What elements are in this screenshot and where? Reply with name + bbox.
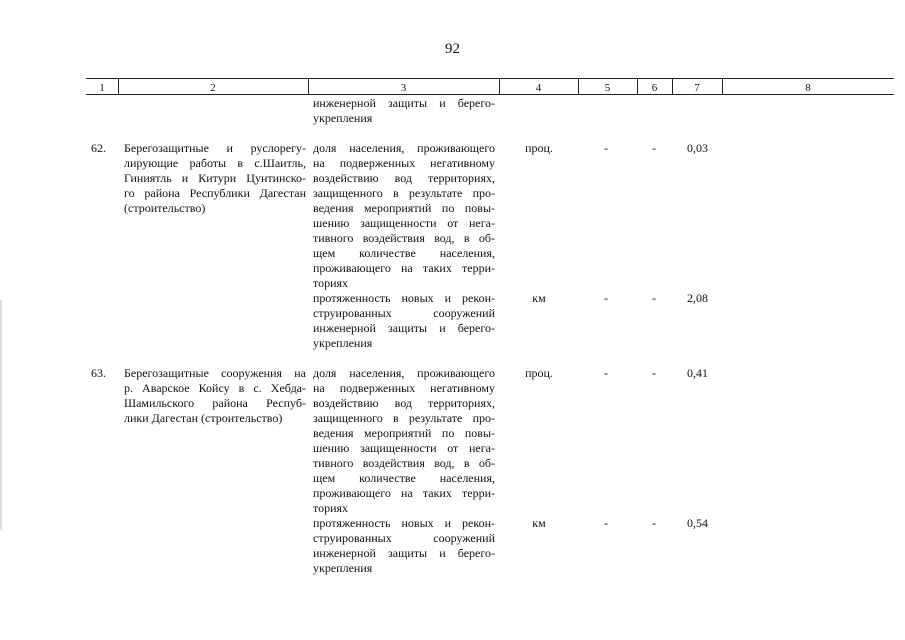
page-number: 92 [445, 41, 460, 57]
value-cell: - [604, 516, 608, 530]
unit-cell: проц. [525, 141, 553, 155]
object-title-line: Гиниятль и Китури Цунтинско- [124, 171, 306, 185]
indicator-text-line: защищенного в результате про- [313, 411, 495, 425]
target-value: 0,03 [687, 141, 708, 155]
column-header: 3 [400, 82, 407, 94]
row-number: 63. [91, 366, 106, 380]
indicator-text-line: воздействию вод территориях, [313, 171, 495, 185]
column-header: 7 [694, 82, 700, 94]
target-value: 2,08 [687, 291, 708, 305]
column-header: 8 [805, 82, 811, 94]
continuation-text-line: инженерной защиты и берего- [313, 96, 495, 110]
indicator-text-line: укрепления [313, 336, 373, 350]
object-title-line: р. Аварское Койсу в с. Хебда- [124, 381, 306, 395]
column-header: 4 [535, 82, 542, 94]
column-header: 6 [651, 82, 658, 94]
unit-cell: км [532, 516, 546, 530]
column-header: 1 [99, 82, 105, 94]
indicator-text-line: щем количестве населения, [313, 246, 495, 260]
indicator-text-line: протяженность новых и рекон- [313, 516, 495, 530]
scan-edge-shadow [0, 300, 2, 530]
indicator-text-line: тивного воздействия вод, в об- [313, 231, 495, 245]
object-title-line: Берегозащитные и руслорегу- [124, 141, 306, 155]
indicator-text-line: инженерной защиты и берего- [313, 321, 495, 335]
indicator-text-line: ведения мероприятий по повы- [313, 426, 495, 440]
object-title-line: лирующие работы в с.Шаитль, [124, 156, 306, 170]
object-title-line: Берегозащитные сооружения на [124, 366, 306, 380]
indicator-text-line: защищенного в результате про- [313, 186, 495, 200]
indicator-text-line: укрепления [313, 561, 373, 575]
value-cell: - [652, 141, 656, 155]
indicator-text-line: ведения мероприятий по повы- [313, 201, 495, 215]
value-cell: - [604, 366, 608, 380]
indicator-text-line: проживающего на таких терри- [313, 486, 495, 500]
object-title-line: Шамильского района Респуб- [124, 396, 306, 410]
indicator-text-line: струированных сооружений [313, 531, 495, 545]
indicator-text-line: проживающего на таких терри- [313, 261, 495, 275]
indicator-text-line: доля населения, проживающего [313, 366, 495, 380]
indicator-text-line: ториях [313, 501, 349, 515]
indicator-text-line: струированных сооружений [313, 306, 495, 320]
indicator-text-line: на подверженных негативному [313, 381, 495, 395]
object-title-line: (строительство) [124, 201, 206, 215]
value-cell: - [604, 291, 608, 305]
indicator-text-line: шению защищенности от нега- [313, 441, 495, 455]
indicator-text-line: доля населения, проживающего [313, 141, 495, 155]
indicator-text-line: шению защищенности от нега- [313, 216, 495, 230]
value-cell: - [604, 141, 608, 155]
unit-cell: проц. [525, 366, 553, 380]
target-value: 0,54 [687, 516, 708, 530]
object-title-line: го района Республики Дагестан [124, 186, 306, 200]
value-cell: - [652, 291, 656, 305]
column-header: 5 [604, 82, 611, 94]
value-cell: - [652, 366, 656, 380]
indicator-text-line: воздействию вод территориях, [313, 396, 495, 410]
table-header-top-border [86, 78, 894, 79]
row-number: 62. [91, 141, 106, 155]
object-title-line: лики Дагестан (строительство) [124, 411, 283, 425]
continuation-text-line: укрепления [313, 111, 373, 125]
indicator-text-line: ториях [313, 276, 349, 290]
indicator-text-line: на подверженных негативному [313, 156, 495, 170]
indicator-text-line: щем количестве населения, [313, 471, 495, 485]
column-header: 2 [210, 82, 216, 94]
indicator-text-line: инженерной защиты и берего- [313, 546, 495, 560]
unit-cell: км [532, 291, 546, 305]
indicator-text-line: тивного воздействия вод, в об- [313, 456, 495, 470]
value-cell: - [652, 516, 656, 530]
indicator-text-line: протяженность новых и рекон- [313, 291, 495, 305]
target-value: 0,41 [687, 366, 708, 380]
